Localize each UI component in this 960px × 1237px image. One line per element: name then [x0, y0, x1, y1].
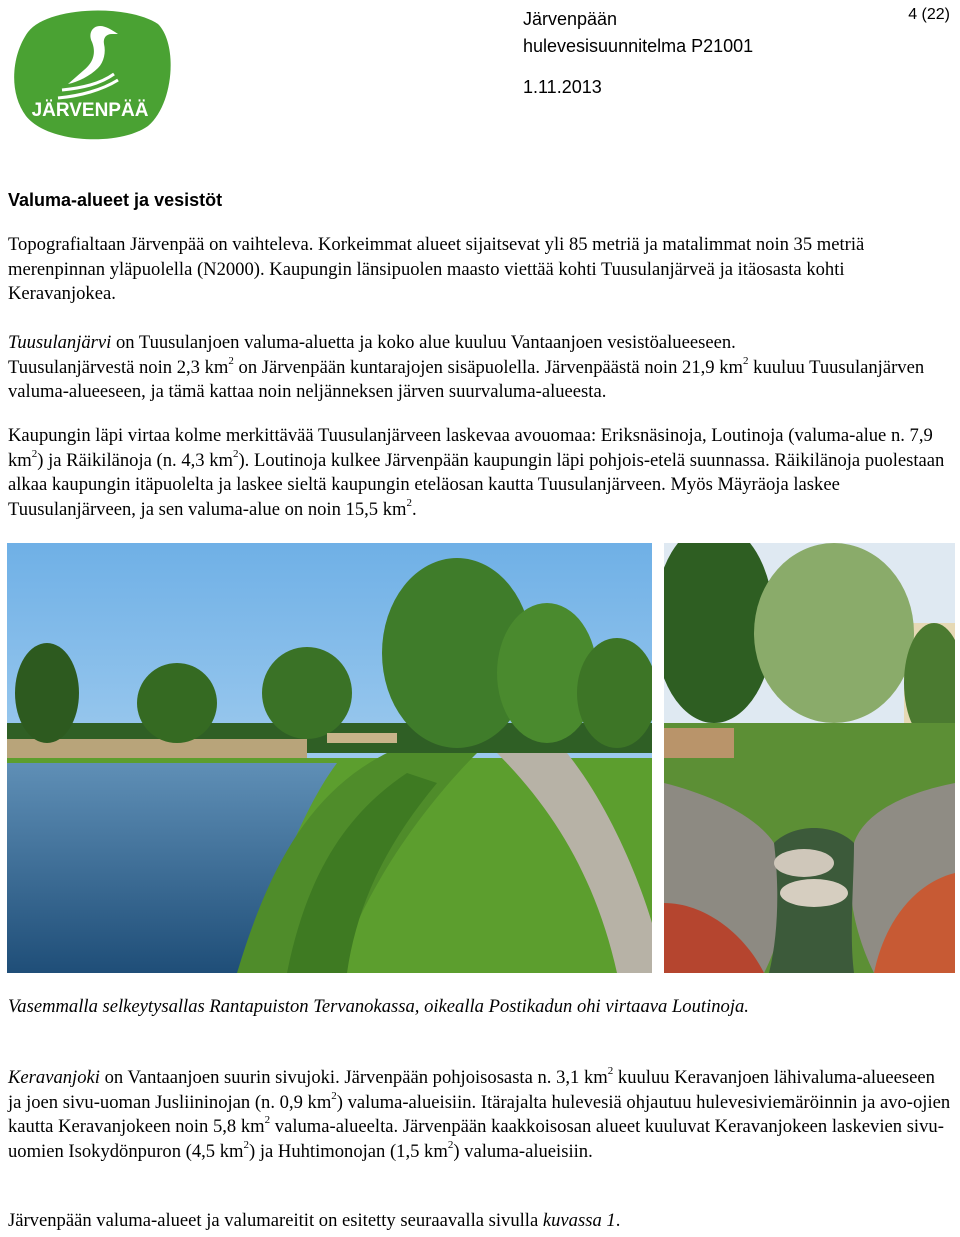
term-tuusulanjarvi: Tuusulanjärvi	[8, 332, 112, 353]
svg-text:JÄRVENPÄÄ: JÄRVENPÄÄ	[31, 100, 149, 121]
paragraph-streams: Kaupungin läpi virtaa kolme merkittävää Tuusulanjärveen laskevaa avouomaa: Eriksnäsinoja, Loutinoja (valuma-alue n. 7,9 $km^2$) ja Räikilänoja (n. 4,3 $km^2$). Loutinoja kulkee Järvenpään kaupungin läpi pohjois-etelä suunnassa. Räikilänoja puolestaan alkaa kaupungin itäpuolelta ja laskee sieltä kaupungin eteläosan kautta Tuusulanjärveen. Myös Mäyräoja laskee Tuusulanjärveen, ja sen valuma-alue on noin 15,5 $km^2$.	[8, 425, 945, 520]
figure-reference: kuvassa 1	[542, 1210, 616, 1231]
document-header	[523, 6, 753, 101]
term-keravanjoki: Keravanjoki	[8, 1067, 100, 1088]
photo-settling-pond	[7, 543, 652, 973]
page-number: 4 (22)	[908, 6, 950, 23]
paragraph-tuusulanjarvi: Tuusulanjärvi on Tuusulanjoen valuma-aluetta ja koko alue kuuluu Vantaanjoen vesistöalueeseen. Tuusulanjärvestä noin 2,3 $km^2$ on Järvenpään kuntarajojen sisäpuolella. Järvenpäästä noin 21,9 $km^2$ kuuluu Tuusulanjärven valuma-alueeseen, ja tämä kattaa noin neljänneksen järven suurvaluma-alueesta.	[8, 332, 925, 403]
doc-title-line2: hulevesisuunnitelma P21001	[523, 36, 754, 56]
doc-title-line1: Järvenpään	[523, 9, 618, 29]
paragraph-keravanjoki: Keravanjoki on Vantaanjoen suurin sivujoki. Järvenpään pohjoisosasta n. 3,1 $km^2$ kuuluu Keravanjoen lähivaluma-alueeseen ja joen sivu-uoman Jusliininojan (n. 0,9 $km^2$) valuma-alueisiin. Itärajalta hulevesiä ohjautuu hulevesiviemäröinnin ja avo-ojien kautta Keravanjokeen noin 5,8 $km^2$ valuma-alueelta. Järvenpään kaakkoisosan alueet kuuluvat Keravanjokeen laskevien sivu-uomien Isokydönpuron (4,5 $km^2$) ja Huhtimonojan (1,5 $km^2$) valuma-alueisiin.	[8, 1065, 951, 1162]
jarvenpaa-logo	[8, 4, 172, 142]
section-title: Valuma-alueet ja vesistöt	[8, 190, 223, 210]
photo-loutinoja-stream	[664, 543, 955, 973]
paragraph-figure-reference: Järvenpään valuma-alueet ja valumareitit on esitetty seuraavalla sivulla kuvassa 1.	[8, 1210, 621, 1231]
doc-date: 1.11.2013	[523, 77, 602, 97]
paragraph-topography: Topografialtaan Järvenpää on vaihteleva. Korkeimmat alueet sijaitsevat yli 85 metriä ja matalimmat noin 35 metriä merenpinnan yläpuolella (N2000). Kaupungin länsipuolen maasto viettää kohti Tuusulanjärveä ja itäosasta kohti Keravanjokea.	[8, 234, 865, 305]
photo-caption: Vasemmalla selkeytysallas Rantapuiston Tervanokassa, oikealla Postikadun ohi virtaava Loutinoja.	[8, 996, 749, 1017]
